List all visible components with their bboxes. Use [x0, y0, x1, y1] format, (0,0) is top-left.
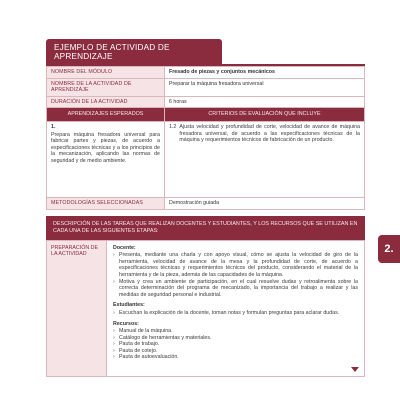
list-item: › Escuchan la explicación de la docente, toman notas y formulan preguntas para aclarar dudas.	[113, 310, 358, 317]
continue-arrow-icon	[351, 367, 359, 372]
aprendizaje-number: 1.	[51, 123, 56, 130]
activity-sheet	[46, 39, 365, 377]
criterio-number: 1.2	[169, 123, 177, 130]
estudiantes-block	[113, 302, 358, 316]
aprendizaje-text: Prepara máquina fresadora universal para fabricar partes y piezas, de acuerdo a especificaciones técnicas y a los principios de la mecanización, aplicando las normas de seguridad y de medio ambiente.	[51, 131, 160, 164]
estudiantes-heading: Estudiantes:	[113, 302, 145, 309]
recursos-list	[113, 328, 358, 361]
stage-content	[107, 240, 365, 376]
value-metodologias: Demostración guiada	[165, 197, 365, 209]
label-actividad: NOMBRE DE LA ACTIVIDAD DE APRENDIZAJE	[47, 78, 165, 96]
list-item: › Catálogo de herramientas y materiales.	[113, 335, 358, 342]
list-item: › Presenta, mediante una charla y con apoyo visual, cómo se ajusta la velocidad de giro de la herramienta, velocidad de avance de la mesa y la profundidad de corte, de acuerdo a especificaciones técnicas y requerimientos técnicos del producto, considerando el material de la herramienta y de la pieza, además de las capacidades de la máquina.	[113, 252, 358, 278]
row-metodologias	[47, 197, 365, 209]
sheet-title: EJEMPLO DE ACTIVIDAD DE APRENDIZAJE	[46, 39, 222, 64]
tasks-table	[46, 240, 365, 377]
list-item: › Pauta de trabajo.	[113, 341, 358, 348]
docente-list	[113, 252, 358, 298]
list-item: › Motiva y crea un ambiente de participación, en el cual resuelve dudas y retroalimenta sobre la correcta determinación del programa de mecanizado, la importancia del trabajo a realizar y las medidas de seguridad personal e industrial.	[113, 279, 358, 299]
list-item: › Manual de la máquina.	[113, 328, 358, 335]
docente-heading: Docente:	[113, 244, 136, 251]
row-competencias	[47, 121, 365, 197]
row-preparacion	[47, 240, 365, 376]
row-duracion	[47, 96, 365, 108]
list-item: › Pauta de autoevaluación.	[113, 354, 358, 361]
value-duracion: 6 horas	[165, 96, 365, 108]
label-modulo: NOMBRE DEL MÓDULO	[47, 67, 165, 79]
tasks-header: DESCRIPCIÓN DE LAS TAREAS QUE REALIZAN DOCENTES Y ESTUDIANTES, Y LOS RECURSOS QUE SE UTILIZAN EN CADA UNA DE LAS SIGUIENTES ETAPAS:	[46, 216, 365, 240]
recursos-block	[113, 321, 358, 362]
criterio-text: Ajusta velocidad y profundidad de corte, velocidad de avance de máquina fresadora universal, de acuerdo a las especificaciones técnicas de la máquina y requerimientos técnicos de fabricación de un producto.	[179, 123, 360, 144]
docente-block	[113, 245, 358, 299]
chapter-tab: 2.	[378, 235, 400, 263]
label-metodologias: METODOLOGÍAS SELECCIONADAS	[47, 197, 165, 209]
row-headers	[47, 108, 365, 122]
estudiantes-list	[113, 310, 358, 317]
recursos-heading: Recursos:	[113, 320, 139, 327]
row-modulo	[47, 67, 365, 79]
label-duracion: DURACIÓN DE LA ACTIVIDAD	[47, 96, 165, 108]
list-item: › Pauta de cotejo.	[113, 348, 358, 355]
info-table	[46, 66, 365, 210]
value-actividad: Preparar la máquina fresadora universal	[165, 78, 365, 96]
criterio-item	[169, 124, 360, 144]
header-criterios: CRITERIOS DE EVALUACIÓN QUE INCLUYE	[165, 108, 365, 122]
header-aprendizajes: APRENDIZAJES ESPERADOS	[47, 108, 165, 122]
criterio-cell	[165, 121, 365, 197]
row-actividad	[47, 78, 365, 96]
value-modulo: Fresado de piezas y conjuntos mecánicos	[165, 67, 365, 79]
aprendizaje-cell	[47, 121, 165, 197]
stage-label: PREPARACIÓN DE LA ACTIVIDAD	[47, 240, 107, 376]
